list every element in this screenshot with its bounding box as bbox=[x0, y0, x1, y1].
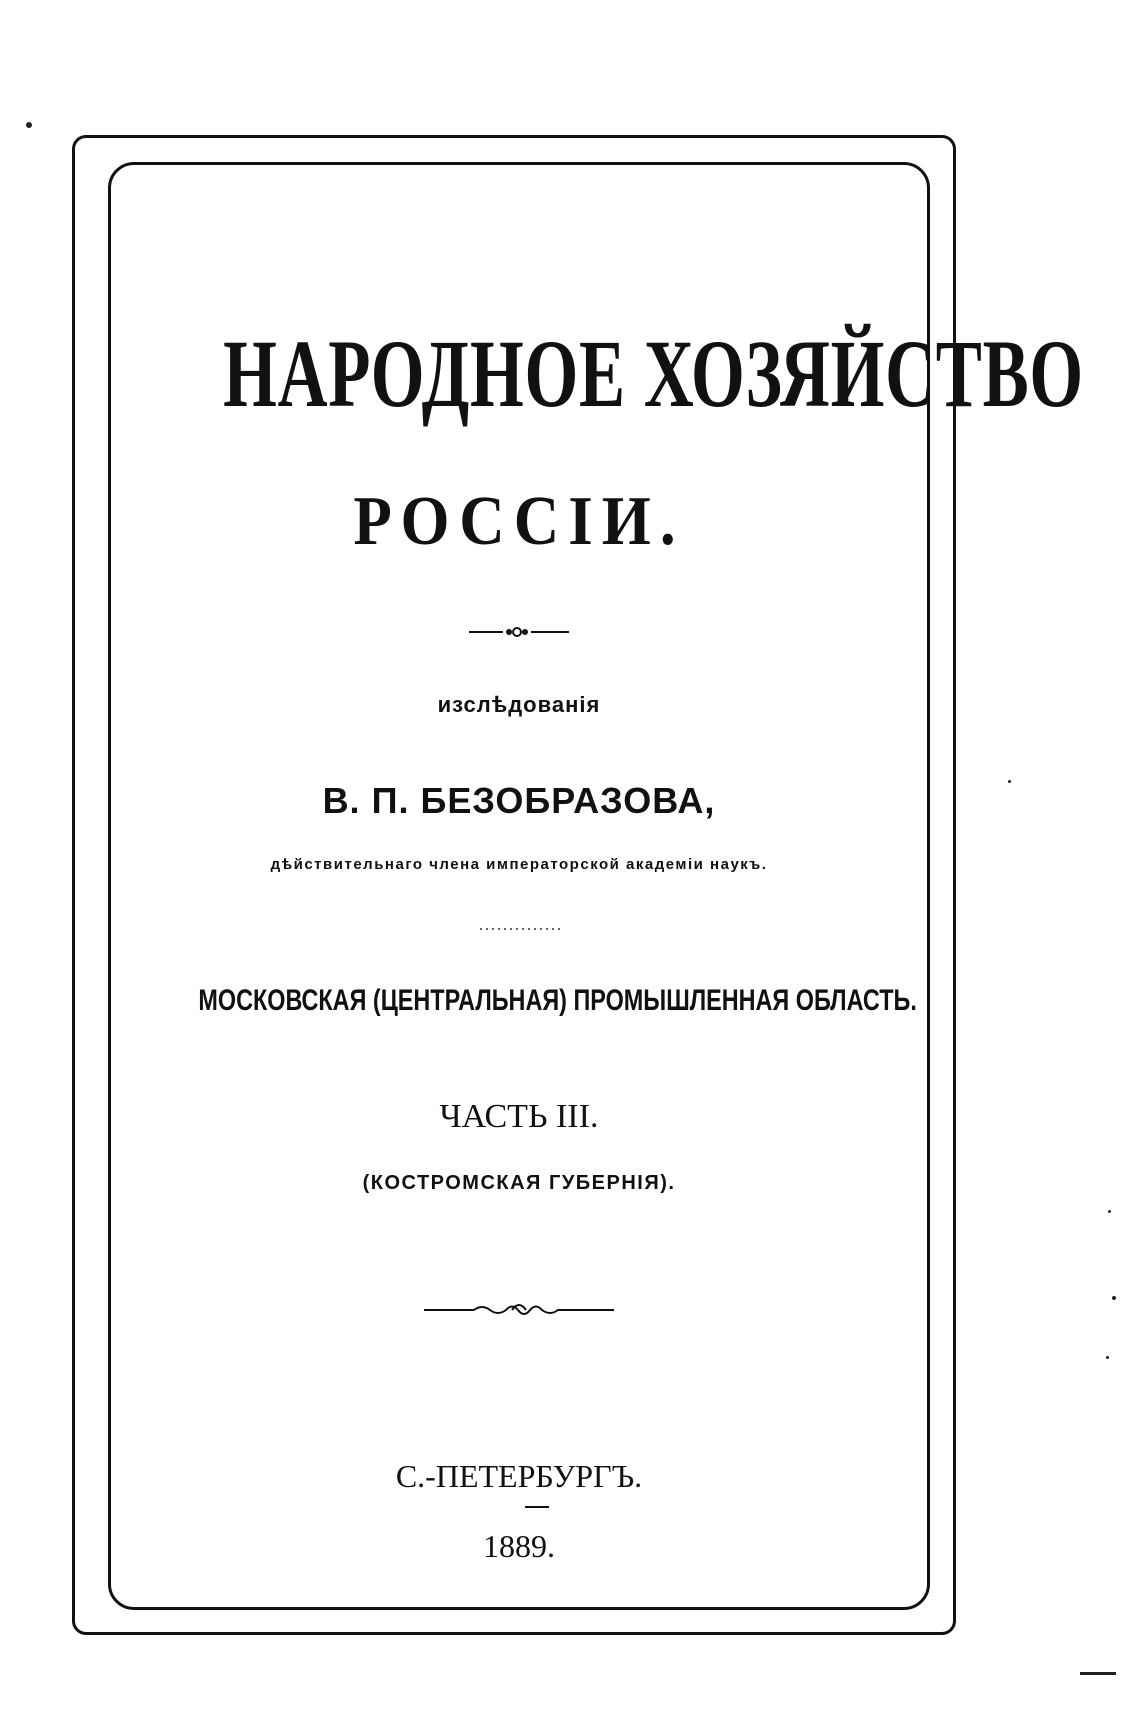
part-number: ЧАСТЬ III. bbox=[439, 1098, 599, 1135]
study-label: изслѣдованiя bbox=[437, 692, 601, 717]
dotted-ornament-divider bbox=[480, 924, 560, 934]
city-underline bbox=[525, 1506, 549, 1508]
small-ornament-divider bbox=[469, 625, 569, 639]
publication-city: С.-ПЕТЕРБУРГЪ. bbox=[395, 1458, 643, 1494]
scan-speck bbox=[1080, 1672, 1116, 1675]
publication-year: 1889. bbox=[483, 1528, 555, 1564]
scan-speck bbox=[1106, 1356, 1109, 1359]
gubernia-subtitle: (КОСТРОМСКАЯ ГУБЕРНIЯ). bbox=[362, 1172, 676, 1194]
author-title: дѣйствительнаго члена императорской академiи наукъ. bbox=[270, 856, 768, 873]
title-line-2: РОССIИ. bbox=[353, 483, 685, 560]
scan-speck bbox=[26, 122, 32, 128]
region-heading: МОСКОВСКАЯ (ЦЕНТРАЛЬНАЯ) ПРОМЫШЛЕННАЯ ОБЛАСТЬ. bbox=[198, 984, 917, 1017]
scan-speck bbox=[1108, 1210, 1111, 1213]
scan-speck bbox=[1008, 780, 1011, 783]
flourish-ornament bbox=[424, 1298, 614, 1322]
author-name: В. П. БЕЗОБРАЗОВА, bbox=[322, 780, 716, 821]
scan-speck bbox=[1112, 1296, 1116, 1300]
title-line-1: НАРОДНОЕ ХОЗЯЙСТВО bbox=[223, 320, 1084, 427]
